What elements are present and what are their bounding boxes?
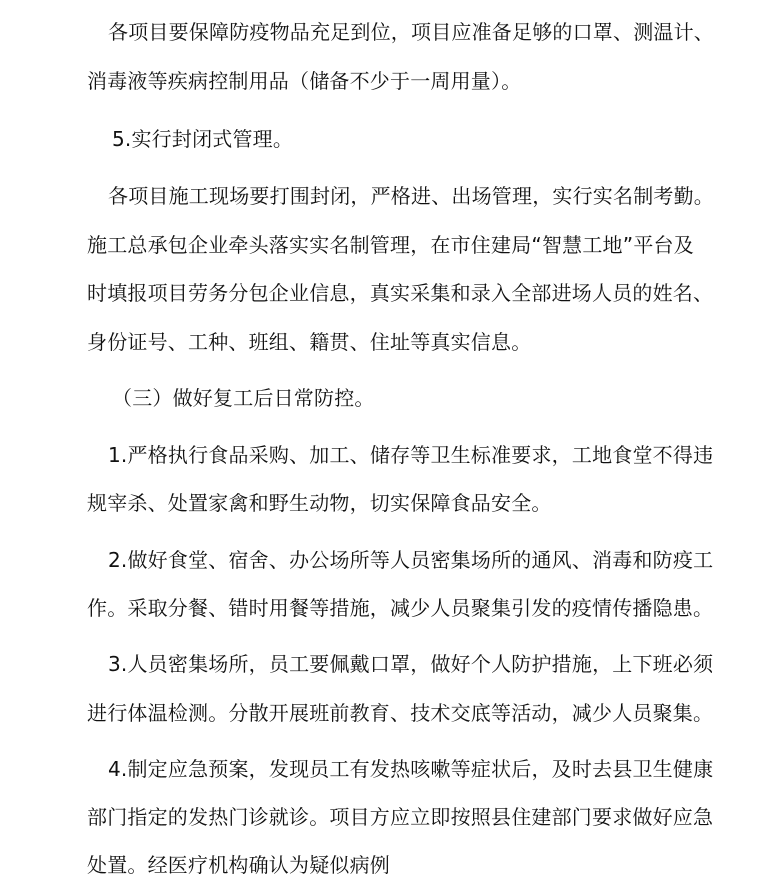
paragraph-line: 规宰杀、处置家禽和野生动物，切实保障食品安全。: [87, 491, 552, 515]
paragraph-line: 处置。经医疗机构确认为疑似病例: [87, 853, 390, 877]
paragraph-line: 部门指定的发热门诊就诊。项目方应立即按照县住建部门要求做好应急: [87, 805, 714, 829]
paragraph-line: 2.做好食堂、宿舍、办公场所等人员密集场所的通风、消毒和防疫工: [108, 548, 714, 572]
paragraph-line: 作。采取分餐、错时用餐等措施，减少人员聚集引发的疫情传播隐患。: [87, 596, 714, 620]
paragraph-line: 3.人员密集场所，员工要佩戴口罩，做好个人防护措施，上下班必须: [108, 652, 714, 676]
paragraph-line: 消毒液等疾病控制用品（储备不少于一周用量）。: [87, 69, 522, 93]
paragraph-line: 各项目施工现场要打围封闭，严格进、出场管理，实行实名制考勤。: [108, 184, 714, 208]
section-heading: 5.实行封闭式管理。: [112, 127, 294, 151]
paragraph-line: 进行体温检测。分散开展班前教育、技术交底等活动，减少人员聚集。: [87, 701, 714, 725]
paragraph-line: 身份证号、工种、班组、籍贯、住址等真实信息。: [87, 330, 532, 354]
paragraph-line: 4.制定应急预案，发现员工有发热咳嗽等症状后，及时去县卫生健康: [108, 757, 714, 781]
paragraph-line: 各项目要保障防疫物品充足到位，项目应准备足够的口罩、测温计、: [108, 20, 714, 44]
paragraph-line: 时填报项目劳务分包企业信息，真实采集和录入全部进场人员的姓名、: [87, 281, 714, 305]
paragraph-line: 施工总承包企业牵头落实实名制管理，在市住建局“智慧工地”平台及: [87, 233, 694, 257]
section-heading: （三）做好复工后日常防控。: [112, 386, 375, 410]
paragraph-line: 1.严格执行食品采购、加工、储存等卫生标准要求，工地食堂不得违: [108, 443, 714, 467]
